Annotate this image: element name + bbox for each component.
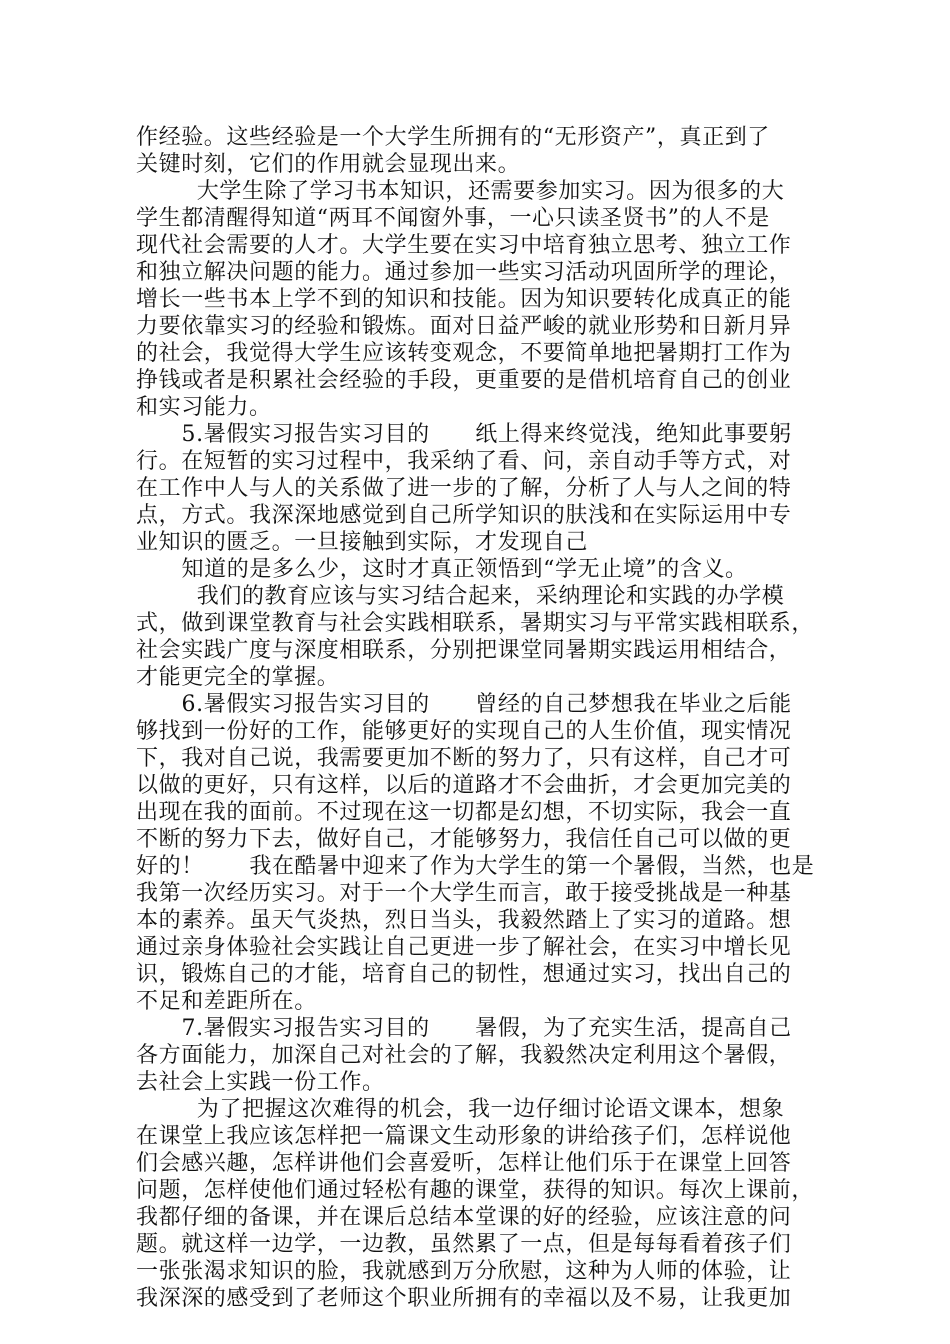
text-line: 在工作中人与人的关系做了进一步的了解，分析了人与人之间的特 xyxy=(136,476,792,501)
body-text xyxy=(136,124,836,1312)
text-line: 7.暑假实习报告实习目的 暑假，为了充实生活，提高自己 xyxy=(136,1016,792,1041)
text-line: 好的！ 我在酷暑中迎来了作为大学生的第一个暑假，当然，也是 xyxy=(136,854,815,879)
text-line: 大学生除了学习书本知识，还需要参加实习。因为很多的大 xyxy=(136,179,785,204)
text-line: 我们的教育应该与实习结合起来，采纳理论和实践的办学模 xyxy=(136,584,785,609)
text-line: 问题，怎样使他们通过轻松有趣的课堂，获得的知识。每次上课前， xyxy=(136,1178,815,1203)
text-line: 点，方式。我深深地感觉到自己所学知识的肤浅和在实际运用中专 xyxy=(136,503,792,528)
text-line: 行。在短暂的实习过程中，我采纳了看、问，亲自动手等方式，对 xyxy=(136,449,792,474)
text-line: 我深深的感受到了老师这个职业所拥有的幸福以及不易，让我更加 xyxy=(136,1286,792,1311)
text-line: 下，我对自己说，我需要更加不断的努力了，只有这样，自己才可 xyxy=(136,746,792,771)
text-line: 社会实践广度与深度相联系，分别把课堂同暑期实践运用相结合， xyxy=(136,638,792,663)
text-line: 够找到一份好的工作，能够更好的实现自己的人生价值，现实情况 xyxy=(136,719,792,744)
text-line: 为了把握这次难得的机会，我一边仔细讨论语文课本，想象 xyxy=(136,1097,785,1122)
text-line: 以做的更好，只有这样，以后的道路才不会曲折，才会更加完美的 xyxy=(136,773,792,798)
text-line: 通过亲身体验社会实践让自己更进一步了解社会，在实习中增长见 xyxy=(136,935,792,960)
text-line: 本的素养。虽天气炎热，烈日当头，我毅然踏上了实习的道路。想 xyxy=(136,908,792,933)
text-line: 出现在我的面前。不过现在这一切都是幻想，不切实际，我会一直 xyxy=(136,800,792,825)
text-line: 的社会，我觉得大学生应该转变观念，不要简单地把暑期打工作为 xyxy=(136,341,792,366)
text-line: 和独立解决问题的能力。通过参加一些实习活动巩固所学的理论， xyxy=(136,260,792,285)
text-line: 关键时刻，它们的作用就会显现出来。 xyxy=(136,152,521,177)
text-line: 5.暑假实习报告实习目的 纸上得来终觉浅，绝知此事要躬 xyxy=(136,422,792,447)
text-line: 式，做到课堂教育与社会实践相联系，暑期实习与平常实践相联系， xyxy=(136,611,815,636)
text-line: 在课堂上我应该怎样把一篇课文生动形象的讲给孩子们，怎样说他 xyxy=(136,1124,792,1149)
text-line: 挣钱或者是积累社会经验的手段，更重要的是借机培育自己的创业 xyxy=(136,368,792,393)
text-line: 作经验。这些经验是一个大学生所拥有的“无形资产”，真正到了 xyxy=(136,125,770,150)
text-line: 题。就这样一边学，一边教，虽然累了一点，但是每每看着孩子们 xyxy=(136,1232,792,1257)
text-line: 去社会上实践一份工作。 xyxy=(136,1070,385,1095)
text-line: 和实习能力。 xyxy=(136,395,272,420)
text-line: 业知识的匮乏。一旦接触到实际，才发现自己 xyxy=(136,530,589,555)
text-line: 我第一次经历实习。对于一个大学生而言，敢于接受挑战是一种基 xyxy=(136,881,792,906)
text-line: 力要依靠实习的经验和锻炼。面对日益严峻的就业形势和日新月异 xyxy=(136,314,792,339)
text-line: 现代社会需要的人才。大学生要在实习中培育独立思考、独立工作 xyxy=(136,233,792,258)
text-line: 增长一些书本上学不到的知识和技能。因为知识要转化成真正的能 xyxy=(136,287,792,312)
text-line: 6.暑假实习报告实习目的 曾经的自己梦想我在毕业之后能 xyxy=(136,692,792,717)
text-line: 各方面能力，加深自己对社会的了解，我毅然决定利用这个暑假， xyxy=(136,1043,792,1068)
text-line: 学生都清醒得知道“两耳不闻窗外事，一心只读圣贤书”的人不是 xyxy=(136,206,770,231)
text-line: 们会感兴趣，怎样讲他们会喜爱听，怎样让他们乐于在课堂上回答 xyxy=(136,1151,792,1176)
text-line: 才能更完全的掌握。 xyxy=(136,665,340,690)
text-line: 不足和差距所在。 xyxy=(136,989,317,1014)
text-line: 知道的是多么少，这时才真正领悟到“学无止境”的含义。 xyxy=(136,557,748,582)
text-line: 我都仔细的备课，并在课后总结本堂课的好的经验，应该注意的问 xyxy=(136,1205,792,1230)
text-line: 识，锻炼自己的才能，培育自己的韧性，想通过实习，找出自己的 xyxy=(136,962,792,987)
text-line: 不断的努力下去，做好自己，才能够努力，我信任自己可以做的更 xyxy=(136,827,792,852)
text-line: 一张张渴求知识的脸，我就感到万分欣慰，这种为人师的体验，让 xyxy=(136,1259,792,1284)
